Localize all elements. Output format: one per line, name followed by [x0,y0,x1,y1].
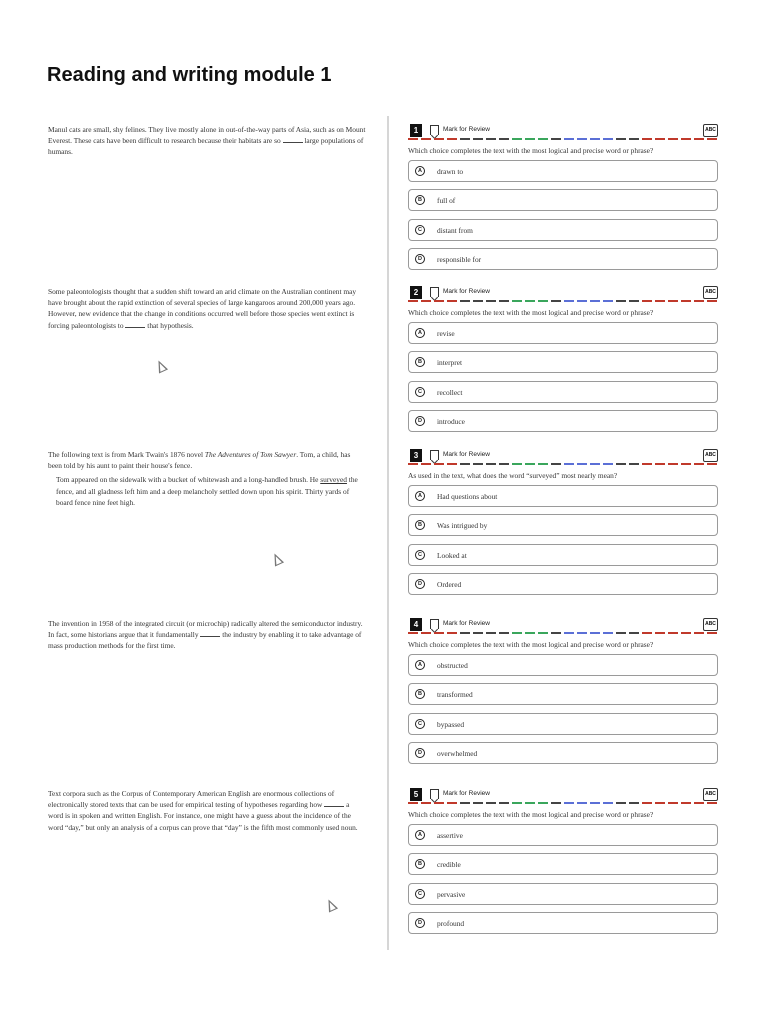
choice-text: Looked at [437,550,467,560]
mouse-cursor-icon [324,897,338,912]
mouse-cursor-icon [154,358,168,373]
divider[interactable] [387,441,389,611]
question-block-2 [0,286,768,454]
question-panel [408,124,720,277]
choice-c[interactable] [408,713,718,735]
choice-b[interactable] [408,514,718,536]
choice-text: assertive [437,831,463,840]
passage [48,788,366,833]
choice-letter: D [415,579,425,589]
dashed-divider [408,300,720,302]
question-prompt: Which choice completes the text with the most logical and precise word or phrase? [408,640,654,649]
passage-text: the industry by enabling it to take advantage of mass production methods for the first time. [48,630,362,651]
choice-d[interactable] [408,573,718,595]
question-number: 5 [410,788,422,801]
divider[interactable] [387,116,389,286]
question-panel [408,449,720,602]
dashed-divider [408,632,720,634]
underlined-word: surveyed [320,475,347,485]
choice-letter: A [415,830,425,840]
choice-text: obstructed [437,661,468,670]
passage-text: The invention in 1958 of the integrated circuit (or microchip) radically altered the semiconductor industry. In fact, some historians argue that it fundamentally [48,619,363,640]
choice-d[interactable] [408,410,718,432]
question-block-3 [0,449,768,617]
choice-c[interactable] [408,883,718,905]
choice-text: drawn to [437,167,464,176]
choice-text: distant from [437,225,473,235]
choice-b[interactable] [408,189,718,211]
divider[interactable] [387,278,389,448]
mark-for-review-button[interactable]: Mark for Review [443,126,490,133]
dashed-divider [408,802,720,804]
choice-letter: C [415,550,425,560]
question-prompt: Which choice completes the text with the most logical and precise word or phrase? [408,810,654,819]
choice-text: transformed [437,690,473,700]
blank [200,629,220,637]
passage-text: Some paleontologists thought that a sudden shift toward an arid climate on the Australian continent may have brought about the rapid extinction of several species of large kangaroos around 200,000 years ago. However, new evidence that the change in conditions occurred well before those species went extinct is forcing paleontologists to [48,287,357,330]
choice-letter: B [415,520,425,530]
bookmark-icon[interactable] [430,619,439,629]
dashed-divider [408,463,720,465]
question-prompt: Which choice completes the text with the most logical and precise word or phrase? [408,146,654,155]
passage [48,618,366,652]
choice-a[interactable] [408,160,718,182]
choice-letter: D [415,918,425,928]
bookmark-icon[interactable] [430,789,439,799]
choice-text: Was intrigued by [437,521,488,531]
novel-title: The Adventures of Tom Sawyer [204,450,297,459]
mark-for-review-button[interactable]: Mark for Review [443,620,490,627]
question-header [408,286,720,302]
bookmark-icon[interactable] [430,125,439,135]
answer-eliminator-icon[interactable]: ABC [703,124,718,137]
bookmark-icon[interactable] [430,287,439,297]
choice-text: overwhelmed [437,748,478,758]
answer-eliminator-icon[interactable]: ABC [703,788,718,801]
choice-text: responsible for [437,254,482,264]
passage [48,449,366,508]
question-prompt: As used in the text, what does the word “surveyed” most nearly mean? [408,471,618,480]
blank [283,135,303,143]
choice-c[interactable] [408,381,718,403]
passage-text: large populations of humans. [48,136,364,157]
passage [48,124,366,158]
question-panel [408,788,720,941]
answer-choices [408,654,720,764]
question-header [408,449,720,465]
answer-eliminator-icon[interactable]: ABC [703,449,718,462]
choice-text: introduce [437,416,465,426]
page-title: Reading and writing module 1 [47,64,332,86]
passage-text: that hypothesis. [147,320,194,330]
dashed-divider [408,138,720,140]
choice-b[interactable] [408,351,718,373]
passage [48,286,366,331]
answer-eliminator-icon[interactable]: ABC [703,286,718,299]
passage-text: Text corpora such as the Corpus of Contemporary American English are enormous collections of electronically stored texts that can be used for empirical testing of hypotheses regarding how [48,789,335,810]
choice-letter: C [415,889,425,899]
answer-choices [408,824,720,934]
choice-text: credible [437,860,461,870]
passage-quote [56,474,366,508]
choice-b[interactable] [408,683,718,705]
choice-letter: A [415,491,425,501]
question-prompt: Which choice completes the text with the most logical and precise word or phrase? [408,308,654,317]
choice-text: full of [437,196,456,206]
choice-a[interactable] [408,654,718,676]
choice-c[interactable] [408,219,718,241]
question-header [408,618,720,634]
choice-text: interpret [437,358,463,368]
choice-d[interactable] [408,912,718,934]
choice-letter: D [415,748,425,758]
answer-choices [408,485,720,595]
choice-a[interactable] [408,322,718,344]
choice-c[interactable] [408,544,718,566]
choice-text: Ordered [437,579,462,589]
choice-letter: D [415,416,425,426]
choice-text: recollect [437,387,463,397]
divider[interactable] [387,610,389,780]
mark-for-review-button[interactable]: Mark for Review [443,790,490,797]
passage-text: a word is in spoken and written English. For instance, one might have a guess about the incidence of the word “day,” but only an analysis of a corpus can prove that “day” is the fifth most commonly used noun. [48,800,358,832]
mark-for-review-button[interactable]: Mark for Review [443,451,490,458]
mouse-cursor-icon [270,551,284,566]
intro-text: The following text is from Mark Twain's 1876 novel [48,450,204,459]
question-header [408,788,720,804]
choice-text: revise [437,329,455,338]
question-number: 2 [410,286,422,299]
bookmark-icon[interactable] [430,450,439,460]
blank [324,799,344,807]
passage-text: Manul cats are small, shy felines. They live mostly alone in out-of-the-way parts of Asia, such as on Mount Everest. These cats have been difficult to research because their habitats are so [48,125,366,146]
mark-for-review-button[interactable]: Mark for Review [443,288,490,295]
quote-text: the fence, and all gladness left him and a deep melancholy settled down upon his spirit. Thirty yards of board fence nine feet high. [56,475,358,507]
question-block-4 [0,618,768,786]
question-panel [408,618,720,771]
choice-letter: B [415,195,425,205]
choice-letter: B [415,689,425,699]
choice-text: pervasive [437,889,466,899]
passage-intro [48,449,366,471]
question-panel [408,286,720,439]
question-header [408,124,720,140]
divider[interactable] [387,780,389,950]
intro-text: . Tom, a child, has been told by his aunt to paint their house's fence. [48,450,351,471]
answer-choices [408,160,720,270]
choice-text: Had questions about [437,492,498,501]
choice-letter: B [415,859,425,869]
quote-text: Tom appeared on the sidewalk with a bucket of whitewash and a long-handled brush. He [56,475,319,485]
choice-letter: C [415,719,425,729]
choice-d[interactable] [408,248,718,270]
question-block-5 [0,788,768,956]
question-number: 3 [410,449,422,462]
choice-letter: D [415,254,425,264]
choice-text: profound [437,918,465,928]
choice-d[interactable] [408,742,718,764]
choice-letter: A [415,328,425,338]
choice-letter: C [415,225,425,235]
question-number: 4 [410,618,422,631]
choice-a[interactable] [408,824,718,846]
choice-a[interactable] [408,485,718,507]
choice-letter: A [415,166,425,176]
question-block-1 [0,124,768,292]
choice-letter: B [415,357,425,367]
answer-eliminator-icon[interactable]: ABC [703,618,718,631]
answer-choices [408,322,720,432]
choice-b[interactable] [408,853,718,875]
question-number: 1 [410,124,422,137]
blank [125,320,145,328]
choice-text: bypassed [437,719,465,729]
choice-letter: A [415,660,425,670]
choice-letter: C [415,387,425,397]
